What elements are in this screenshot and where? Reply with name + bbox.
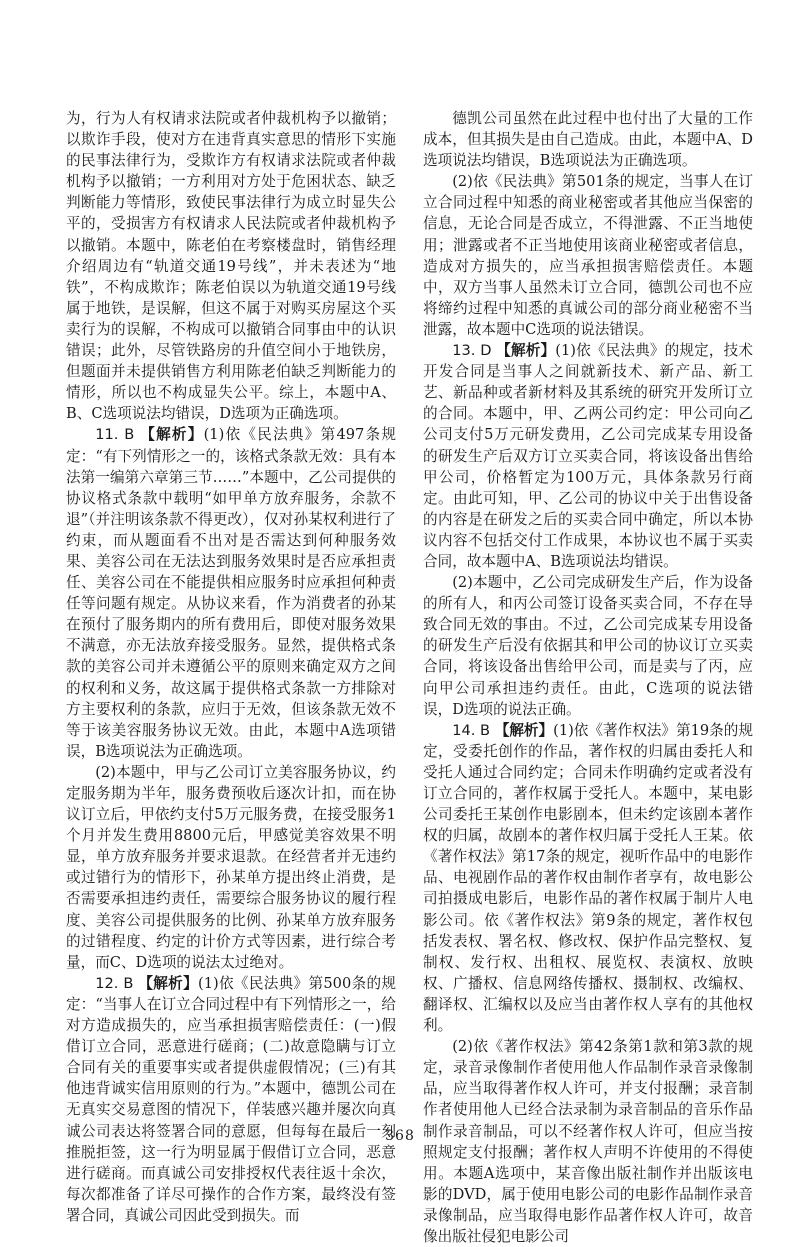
answer-11 bbox=[66, 424, 396, 762]
answer-text: (1)依《民法典》第497条规定：“有下列情形之一的，该格式条款无效：具有本法第一编第六章第三节……”本题中，乙公司提供的协议格式条款中载明“如甲单方放弃服务，余款不退”（并注明该条款不得更改），仅对孙某权利进行了约束，而从题面看不出对是否需达到何种服务效果、美容公司在无法达到服务效果时是否应承担责任、美容公司在不能提供相应服务时应承担何种责任等问题有规定。从协议来看，作为消费者的孙某在预付了服务期内的所有费用后，即使对服务效果不满意，亦无法放弃接受服务。显然，提供格式条款的美容公司并未遵循公平的原则来确定双方之间的权利和义务，故这属于提供格式条款一方排除对方主要权利的条款，应归于无效，但该条款无效不等于该美容服务协议无效。由此，本题中A选项错误，B选项说法为正确选项。 bbox=[66, 426, 397, 760]
analysis-tag: 【解析】 bbox=[138, 974, 198, 992]
answer-text: (1)依《民法典》第500条的规定：“当事人在订立合同过程中有下列情形之一，给对方造成损失的，应当承担损害赔偿责任：(一)假借订立合同，恶意进行磋商；(二)故意隐瞒与订立合同有关的重要事实或者提供虚假情况；(三)有其他违背诚实信用原则的行为。”本题中，德凯公司在无真实交易意图的情况下，佯装感兴趣并屡次向真诚公司表达将签署合同的意愿，但每每在最后一刻推脱拒签，这一行为明显属于假借订立合同，恶意进行磋商。而真诚公司安排授权代表往返十余次，每次都准备了详尽可操作的合作方案，最终没有签署合同，真诚公司因此受到损失。而 bbox=[66, 974, 396, 1224]
paragraph: (2)依《著作权法》第42条第1款和第3款的规定，录音录像制作者使用他人作品制作录音录像制品，应当取得著作权人许可，并支付报酬；录音制作者使用他人已经合法录制为录音制品的音乐作品制作录音制品，可以不经著作权人许可，但应当按照规定支付报酬；著作权人声明不许使用的不得使用。本题A选项中，某音像出版社制作并出版该电影的DVD，属于使用电影公司的电影作品制作录音录像制品，应当取得电影作品著作权人许可，故音像出版社侵犯电影公司 bbox=[423, 1038, 753, 1245]
answer-12 bbox=[66, 973, 396, 1226]
analysis-tag: 【解析】 bbox=[140, 426, 204, 444]
answer-13 bbox=[423, 340, 753, 572]
paragraph: (2)依《民法典》第501条的规定，当事人在订立合同过程中知悉的商业秘密或者其他应当保密的信息，无论合同是否成立，不得泄露、不正当地使用；泄露或者不正当地使用该商业秘密或者信息，造成对方损失的，应当承担损害赔偿责任。本题中，双方当事人虽然未订立合同，德凯公司也不应将缔约过程中知悉的真诚公司的部分商业秘密不当泄露，故本题中C选项的说法错误。 bbox=[423, 173, 753, 338]
page-number: 368 bbox=[385, 1128, 415, 1144]
answer-14 bbox=[423, 720, 753, 1036]
question-number: 13. D bbox=[452, 342, 492, 360]
paragraph: (2)本题中，甲与乙公司订立美容服务协议，约定服务期为半年，服务费预收后逐次计扣，而在协议订立后，甲依约支付5万元服务费，在接受服务1个月并发生费用8800元后，甲感觉美容效果不明显，单方放弃服务并要求退款。在经营者并无违约或过错行为的情形下，孙某单方提出终止消费，是否需要承担违约责任，需要综合服务协议的履行程度、美容公司提供服务的比例、孙某单方放弃服务的过错程度、约定的计价方式等因素，进行综合考量，而C、D选项的说法太过绝对。 bbox=[66, 763, 396, 971]
left-column bbox=[66, 108, 396, 1226]
question-number: 11. B bbox=[95, 426, 135, 444]
answer-text: (1)依《民法典》的规定，技术开发合同是当事人之间就新技术、新产品、新工艺、新品种或者新材料及其系统的研究开发所订立的合同。本题中，甲、乙两公司约定：甲公司向乙公司支付5万元研发费用，乙公司完成某专用设备的研发生产后双方订立买卖合同，将该设备出售给甲公司，价格暂定为100万元，具体条款另行商定。由此可知，甲、乙公司的协议中关于出售设备的内容是在研发之后的买卖合同中确定，所以本协议内容不包括交付工作成果，本协议也不属于买卖合同，故本题中A、B选项说法均错误。 bbox=[423, 342, 753, 570]
paragraph: 德凯公司虽然在此过程中也付出了大量的工作成本，但其损失是由自己造成。由此，本题中A、D选项说法均错误，B选项说法为正确选项。 bbox=[423, 110, 753, 170]
question-number: 12. B bbox=[95, 974, 134, 992]
right-column bbox=[423, 108, 753, 1247]
paragraph: (2)本题中，乙公司完成研发生产后，作为设备的所有人，和丙公司签订设备买卖合同，不存在导致合同无效的事由。不过，乙公司完成某专用设备的研发生产后没有依据其和甲公司的协议订立买卖合同，将该设备出售给甲公司，而是卖与了丙，应向甲公司承担违约责任。由此，C选项的说法错误，D选项的说法正确。 bbox=[423, 574, 753, 718]
paragraph: 为，行为人有权请求法院或者仲裁机构予以撤销；以欺诈手段，使对方在违背真实意思的情形下实施的民事法律行为，受欺诈方有权请求法院或者仲裁机构予以撤销；一方利用对方处于危困状态、缺乏判断能力等情形，致使民事法律行为成立时显失公平的，受损害方有权请求人民法院或者仲裁机构予以撤销。本题中，陈老伯在考察楼盘时，销售经理介绍周边有“轨道交通19号线”，并未表述为“地铁”，不构成欺诈；陈老伯误以为轨道交通19号线属于地铁，是误解，但这不属于对购买房屋这个买卖行为的误解，不构成可以撤销合同事由中的认识错误；此外，尽管铁路房的升值空间小于地铁房，但题面并未提供销售方利用陈老伯缺乏判断能力的情形，所以也不构成显失公平。综上，本题中A、B、C选项说法均错误，D选项为正确选项。 bbox=[66, 110, 396, 423]
question-number: 14. B bbox=[452, 721, 491, 739]
analysis-tag: 【解析】 bbox=[496, 342, 556, 360]
analysis-tag: 【解析】 bbox=[494, 721, 554, 739]
answer-text: (1)依《著作权法》第19条的规定，受委托创作的作品，著作权的归属由委托人和受托人通过合同约定；合同未作明确约定或者没有订立合同的，著作权属于受托人。本题中，某电影公司委托王某创作电影剧本，但未约定该剧本著作权的归属，故剧本的著作权归属于受托人王某。依《著作权法》第17条的规定，视听作品中的电影作品、电视剧作品的著作权由制作者享有，故电影公司拍摄成电影后，电影作品的著作权属于制片人电影公司。依《著作权法》第9条的规定，著作权包括发表权、署名权、修改权、保护作品完整权、复制权、发行权、出租权、展览权、表演权、放映权、广播权、信息网络传播权、摄制权、改编权、翻译权、汇编权以及应当由著作权人享有的其他权利。 bbox=[423, 721, 753, 1035]
